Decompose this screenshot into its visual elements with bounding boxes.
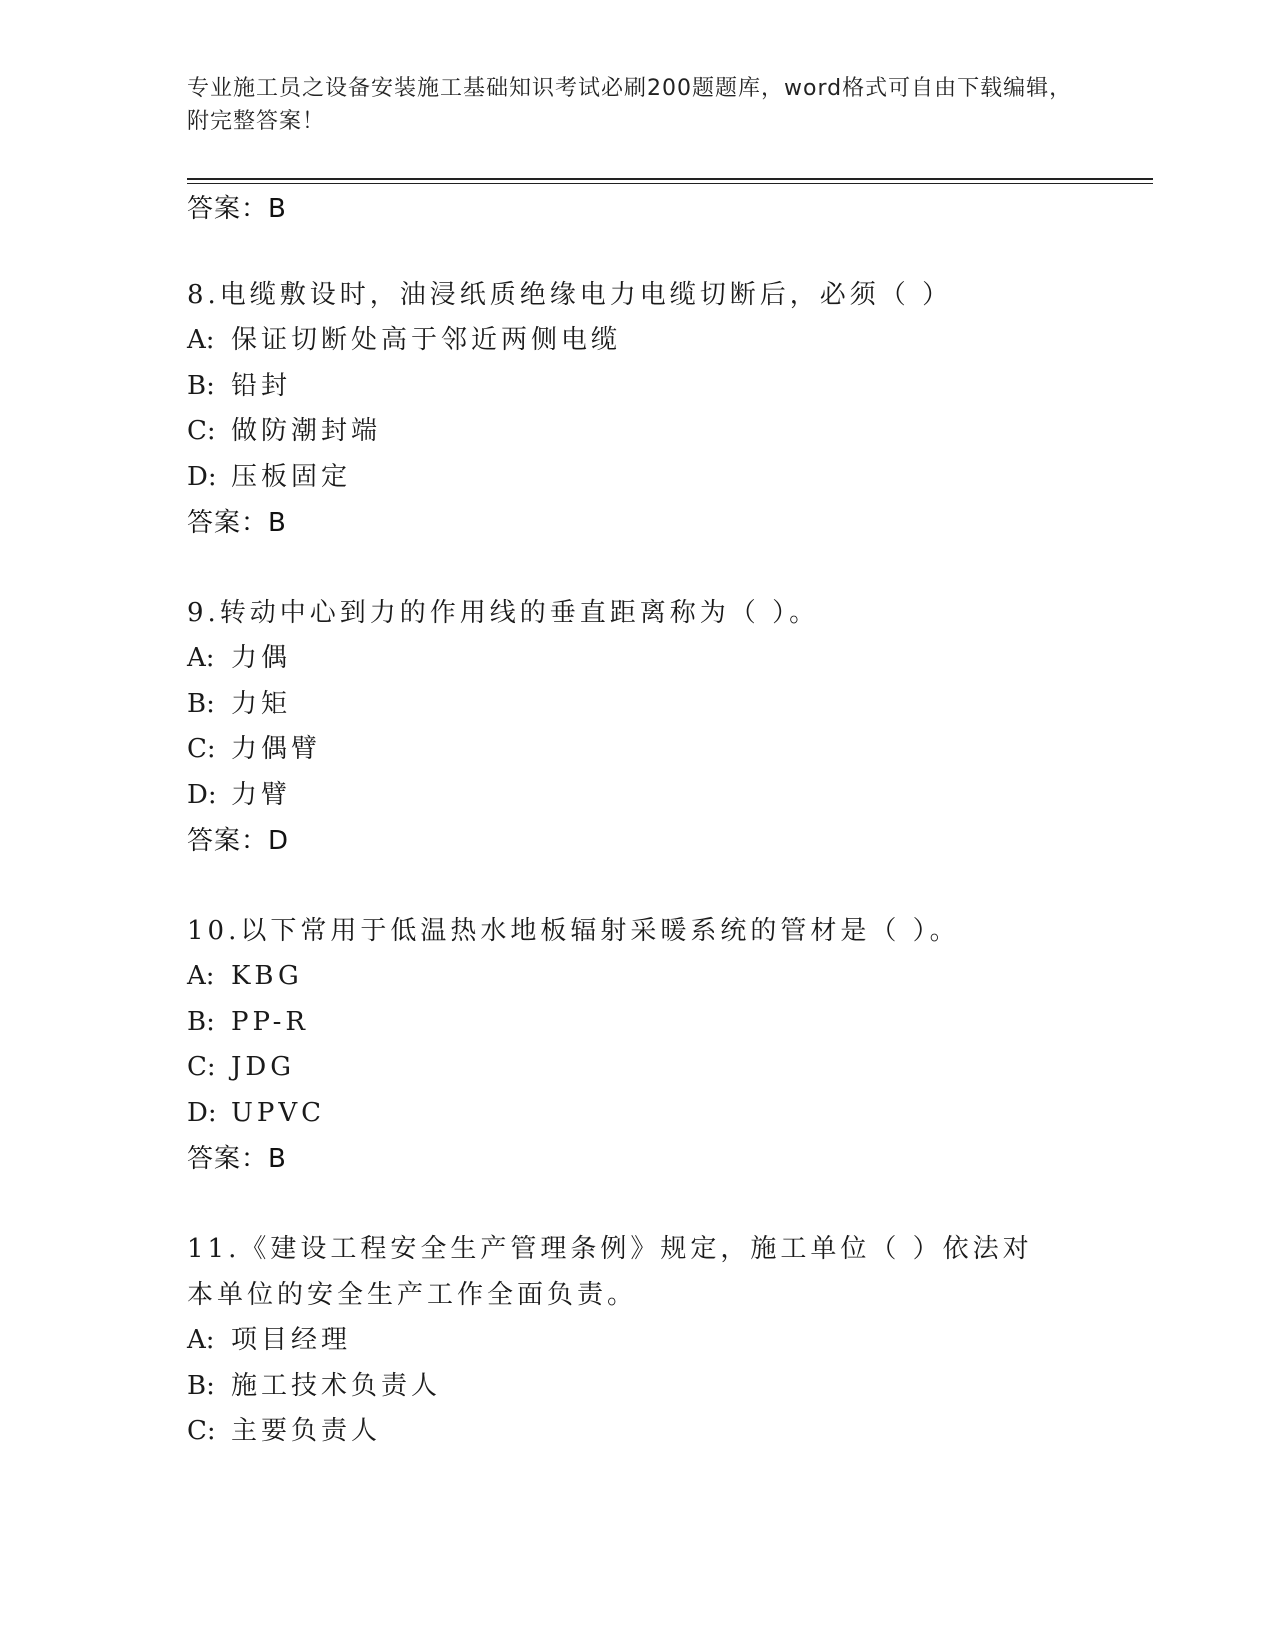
question-stem: 11.《建设工程安全生产管理条例》规定，施工单位（ ）依法对本单位的安全生产工作全面负责。 [187,1234,1033,1310]
option-text: 保证切断处高于邻近两侧电缆 [231,325,622,355]
answer-line: 答案：D [187,826,290,856]
option-key: D: [187,1097,217,1128]
option-c [187,1409,1087,1455]
option-key: D: [187,461,217,492]
option-a [187,318,1087,364]
option-text: UPVC [231,1097,326,1128]
option-d [187,1091,1087,1137]
option-c [187,409,1087,455]
option-a [187,1318,1087,1364]
option-text: 做防潮封端 [231,416,382,446]
question-9 [187,590,1087,864]
option-c [187,727,1087,773]
option-key: B: [187,688,215,719]
option-text: 施工技术负责人 [231,1370,442,1401]
option-key: A: [187,643,215,673]
option-b [187,1000,1087,1046]
option-a [187,636,1087,682]
option-a [187,954,1087,1000]
option-text: 项目经理 [231,1325,352,1355]
document-header-title: 专业施工员之设备安装施工基础知识考试必刷200题题库，word格式可自由下载编辑，附完整答案！ [187,76,1073,134]
option-b [187,1364,1087,1410]
question-stem: 8.电缆敷设时，油浸纸质绝缘电力电缆切断后，必须（ ） [187,280,953,310]
option-text: KBG [231,961,303,991]
option-key: C: [187,416,216,446]
option-c [187,1045,1087,1091]
option-key: A: [187,961,215,991]
question-11 [187,1226,1087,1455]
option-key: D: [187,779,217,810]
option-b [187,364,1087,410]
question-stem: 10.以下常用于低温热水地板辐射采暖系统的管材是（ ）。 [187,916,960,946]
option-text: PP-R [231,1006,309,1037]
option-key: B: [187,1006,215,1037]
answer-line: 答案：B [187,1144,287,1174]
option-text: 力臂 [231,779,292,810]
question-10 [187,908,1087,1182]
option-key: B: [187,1370,215,1401]
question-8 [187,272,1087,546]
option-text: 力偶臂 [231,734,322,764]
option-d [187,455,1087,501]
option-key: C: [187,734,216,764]
option-key: A: [187,325,215,355]
option-text: 力偶 [231,643,292,673]
option-key: C: [187,1052,216,1082]
option-text: 主要负责人 [231,1416,382,1446]
option-text: 铅封 [231,370,292,401]
option-text: 压板固定 [231,461,352,492]
question-stem: 9.转动中心到力的作用线的垂直距离称为（ ）。 [187,598,820,628]
option-text: JDG [231,1052,296,1082]
option-key: A: [187,1325,215,1355]
answer-line: 答案：B [187,508,287,538]
header-divider-thin [187,183,1153,184]
answer-line-question-7: 答案：B [187,194,287,224]
option-key: C: [187,1416,216,1446]
document-header [187,72,1087,138]
option-d [187,773,1087,819]
option-b [187,682,1087,728]
header-divider [187,178,1153,180]
option-text: 力矩 [231,688,292,719]
document-body [187,186,1087,1455]
option-key: B: [187,370,215,401]
